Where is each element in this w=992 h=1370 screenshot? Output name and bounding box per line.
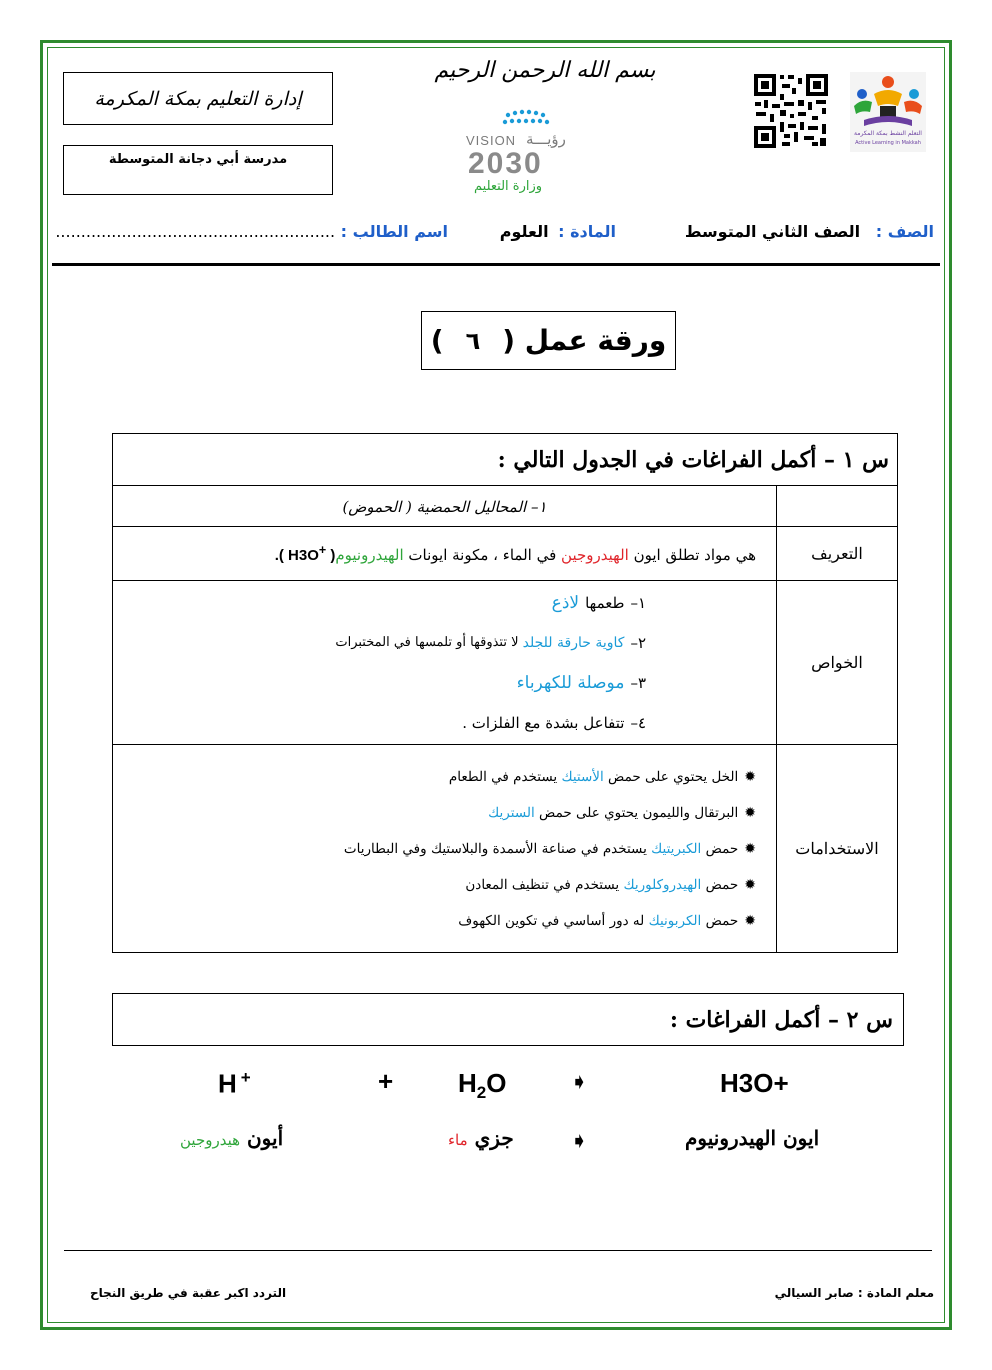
eq-h-sup: + (240, 1068, 251, 1087)
use-pre: حمض (701, 840, 739, 857)
definition-sup: + (318, 543, 327, 557)
definition-part2: في الماء ، مكونة ايونات (403, 546, 562, 564)
properties-cell (113, 581, 777, 745)
definition-formula-group (274, 543, 336, 564)
student-line[interactable]: ....................................................... (55, 222, 336, 241)
q1-title-cell (113, 434, 898, 486)
use-item (114, 903, 756, 939)
use-item (114, 867, 756, 903)
teacher-name: معلم المادة : صابر السيالي (774, 1286, 934, 1300)
eq-plus: + (378, 1066, 394, 1096)
q1-table (112, 433, 898, 953)
use-colored: الكبريتيك (651, 840, 702, 857)
active-learning-logo (850, 72, 926, 152)
property-num: ٢– (630, 633, 646, 652)
q2-title: س ٢ – أكمل الفراغات : (669, 1006, 893, 1033)
worksheet-title-box (421, 311, 676, 370)
word-ion-hydrogen (180, 1126, 283, 1150)
property-text: طعمها (585, 593, 625, 612)
definition-part1: هي مواد تطلق ايون (628, 546, 756, 564)
use-pre: حمض (701, 912, 739, 929)
vision-year: 2030 (468, 147, 543, 180)
worksheet-number: ٦ (465, 326, 481, 355)
footer-divider (64, 1250, 932, 1251)
definition-hydronium: الهيدرونيوم (335, 546, 404, 564)
eq-hydrogen-ion (218, 1068, 251, 1100)
property-num: ١– (630, 593, 646, 612)
arrow-right-icon: ➧ (570, 1070, 589, 1095)
subject-label: المادة : (558, 222, 616, 241)
directorate-box (63, 72, 333, 125)
q1-topic: ١– المحاليل الحمضية ( الحموض) (342, 497, 547, 516)
subject-field (500, 222, 616, 241)
children-book-icon (850, 72, 926, 130)
uses-label: الاستخدامات (795, 839, 879, 858)
word-hydronium: ايون الهيدرونيوم (685, 1126, 820, 1150)
use-pre: البرتقال والليمون يحتوي على حمض (534, 804, 739, 821)
grade-value: الصف الثاني المتوسط (684, 222, 861, 241)
properties-label: الخواص (811, 653, 863, 672)
grade-label: الصف : (875, 222, 934, 241)
use-item (114, 831, 756, 867)
definition-formula: .( H3O (274, 547, 319, 564)
footer-motto: التردد اكبر عقبة في طريق النجاح (90, 1286, 287, 1300)
vision-en: VISION (466, 133, 517, 148)
property-colored: موصلة للكهرباء (516, 672, 625, 693)
school-name: مدرسة أبي دجانة المتوسطة (108, 152, 288, 167)
definition-hydrogen: الهيدروجين (561, 546, 629, 564)
worksheet-title: ورقة عمل ( (502, 324, 667, 357)
uses-cell (113, 745, 777, 953)
student-label: اسم الطالب : (340, 222, 448, 241)
word-water-pre: جزي (467, 1126, 514, 1150)
header-divider (52, 263, 940, 266)
use-item (114, 795, 756, 831)
use-colored: الستريك (488, 804, 535, 821)
word-water: ماء (448, 1131, 468, 1149)
word-ion: أيون (240, 1126, 284, 1150)
property-num: ٣– (630, 673, 646, 692)
use-colored: الهيدروكلوريك (623, 876, 702, 893)
directorate-text: إدارة التعليم بمكة المكرمة (94, 87, 302, 110)
basmala: بسم الله الرحمن الرحيم (434, 58, 656, 83)
word-water-molecule (448, 1126, 514, 1150)
property-colored: لاذع (551, 592, 580, 613)
sun-bullet-icon: ✹ (744, 804, 756, 821)
eq-water (458, 1068, 506, 1103)
vision-2030-logo (460, 105, 590, 195)
sun-bullet-icon: ✹ (744, 876, 756, 893)
active-learning-text: التعلم النشط بمكة المكرمة (854, 130, 922, 137)
property-num: ٤– (630, 713, 646, 732)
property-item (114, 703, 646, 743)
use-post: يستخدم في الطعام (448, 768, 562, 785)
definition-label: التعريف (811, 544, 863, 563)
use-colored: الأستيك (561, 768, 604, 785)
use-post: يستخدم في صناعة الأسمدة والبلاستيك وفي البطاريات (343, 840, 652, 857)
property-item (114, 663, 646, 703)
sun-bullet-icon: ✹ (744, 912, 756, 929)
properties-label-cell (777, 581, 898, 745)
eq-h: H (218, 1068, 237, 1099)
eq-product: H3O+ (720, 1068, 789, 1098)
arrow-right-icon: ➧ (570, 1129, 589, 1154)
eq-water-o: O (486, 1068, 507, 1098)
definition-cell (113, 527, 777, 581)
use-post: له دور أساسي في تكوين الكهوف (458, 912, 649, 929)
sun-bullet-icon: ✹ (744, 768, 756, 785)
q1-topic-cell (113, 486, 777, 527)
property-text: تتفاعل بشدة مع الفلزات . (462, 713, 625, 732)
subject-value: العلوم (499, 222, 549, 241)
use-colored: الكربونيك (648, 912, 702, 929)
worksheet-close: ) (430, 324, 444, 357)
property-rest: لا تتذوقها أو تلمسها في المختبرات (335, 635, 523, 650)
definition-end: ) (326, 547, 336, 564)
q2-title-box (112, 993, 904, 1046)
use-pre: حمض (701, 876, 739, 893)
ministry-name: وزارة التعليم (474, 179, 543, 194)
property-item (114, 623, 646, 663)
property-colored: كاوية حارقة للجلد (522, 634, 625, 651)
word-hydrogen: هيدروجين (180, 1131, 241, 1149)
sun-bullet-icon: ✹ (744, 840, 756, 857)
q1-corner-cell (777, 486, 898, 527)
vision-ar: رؤيـــة (526, 130, 566, 148)
eq-water-sub: 2 (476, 1083, 487, 1103)
use-pre: الخل يحتوي على حمض (603, 768, 739, 785)
student-name-field[interactable] (55, 222, 448, 241)
active-learning-en: Active Learning in Makkah (855, 140, 921, 146)
qr-code (752, 72, 830, 150)
use-post: يستخدم في تنظيف المعادن (465, 876, 624, 893)
uses-label-cell (777, 745, 898, 953)
property-item (114, 583, 646, 623)
definition-label-cell (777, 527, 898, 581)
use-item (114, 759, 756, 795)
grade-field (685, 222, 934, 241)
school-box (63, 145, 333, 195)
qr-code-icon (752, 72, 830, 150)
q1-title: س ١ – أكمل الفراغات في الجدول التالي : (497, 446, 889, 473)
eq-water-h: H (458, 1068, 477, 1098)
